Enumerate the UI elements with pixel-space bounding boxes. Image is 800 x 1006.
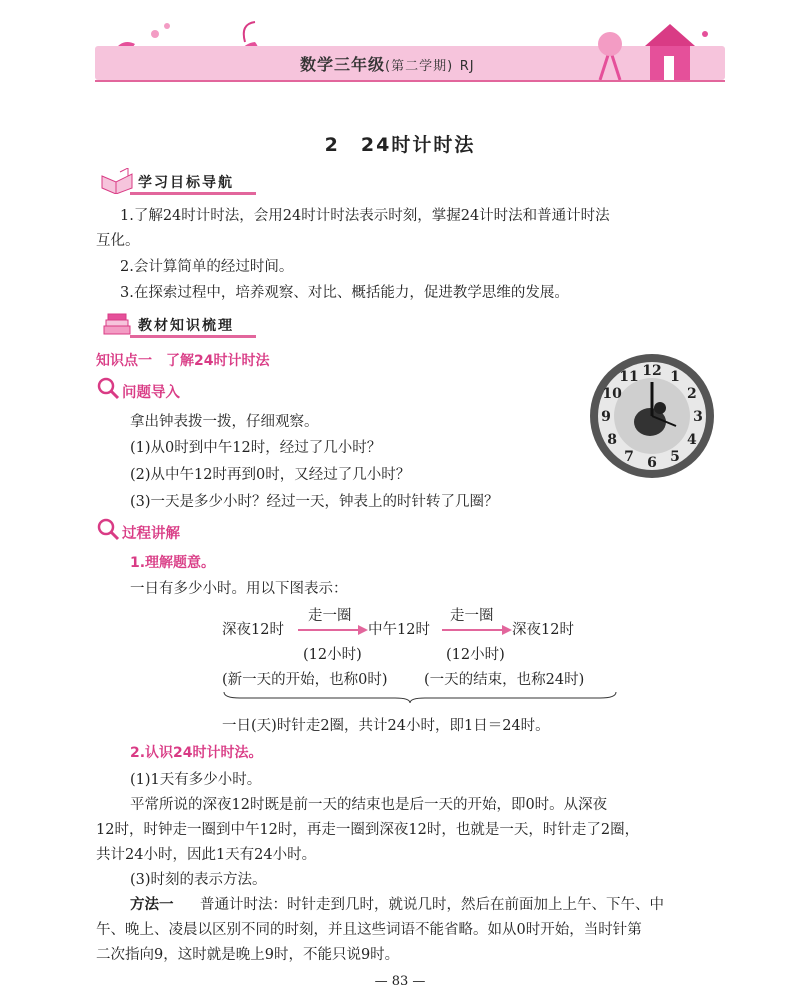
objectives-heading-bar [130, 192, 256, 195]
clock-illustration [588, 352, 716, 480]
books-icon [100, 312, 134, 338]
objective-3: 3.在探索过程中，培养观察、对比、概括能力，促进教学思维的发展。 [120, 285, 569, 301]
arrow-2-head [502, 625, 512, 635]
diagram-brace [220, 690, 620, 704]
objective-2: 2.会计算简单的经过时间。 [120, 259, 294, 275]
intro-line-3: (2)从中午12时再到0时，又经过了几小时？ [130, 467, 411, 483]
magnifier-icon [96, 517, 120, 541]
duration-2: (12小时) [446, 647, 505, 663]
arrow-1-head [358, 625, 368, 635]
brace-label-1: (新一天的开始，也称0时) [222, 672, 388, 688]
intro-line-1: 拿出钟表拨一拨，仔细观察。 [130, 414, 319, 430]
arrow-label-2: 走一圈 [450, 608, 494, 624]
method-line-3: 二次指向9，这时就是晚上9时，不能只说9时。 [96, 947, 400, 963]
clock-numeral: 9 [601, 409, 611, 425]
brace-label-2: (一天的结束，也称24时) [424, 672, 585, 688]
objectives-heading: 学习目标导航 [138, 175, 234, 191]
arrow-label-1: 走一圈 [308, 608, 352, 624]
clock-numeral: 7 [624, 448, 634, 465]
step-1-text: 一日有多少小时。用以下图表示： [130, 581, 348, 597]
sub-2: (3)时刻的表示方法。 [130, 872, 267, 888]
intro-heading: 问题导入 [122, 385, 180, 401]
knowledge-heading-bar [130, 335, 256, 338]
method-label: 方法一 [130, 896, 174, 913]
clock-numeral: 2 [686, 386, 697, 402]
sub-1: (1)1天有多少小时。 [130, 772, 262, 788]
diagram-node-a: 深夜12时 [222, 622, 284, 638]
knowledge-point-title: 知识点一 了解24时计时法 [96, 353, 270, 369]
header-title: 数学三年级(第二学期) RJ [300, 55, 475, 74]
intro-line-4: (3)一天是多少小时？经过一天，钟表上的时针转了几圈？ [130, 494, 499, 510]
clock-numeral: 8 [607, 432, 618, 448]
clock-numeral: 11 [619, 369, 639, 386]
diagram-summary: 一日(天)时针走2圈，共计24小时，即1日＝24时。 [222, 718, 550, 734]
header-rule [95, 80, 725, 82]
duration-1: (12小时) [303, 647, 362, 663]
diagram-node-c: 深夜12时 [512, 622, 574, 638]
para-1-line-3: 共计24小时，因此1天有24小时。 [96, 847, 317, 863]
objective-1: 1.了解24时计时法，会用24时计时法表示时刻，掌握24计时法和普通计时法 [120, 208, 610, 224]
clock-numeral: 10 [602, 386, 622, 402]
clock-numeral: 4 [686, 432, 697, 448]
arrow-1 [298, 629, 360, 631]
method-line-2: 午、晚上、凌晨以区别不同的时刻，并且这些词语不能省略。如从0时开始，当时针第 [96, 922, 642, 938]
clock-numeral: 3 [693, 409, 703, 425]
para-1-line-1: 平常所说的深夜12时既是前一天的结束也是后一天的开始，即0时。从深夜 [130, 797, 608, 813]
objective-1-cont: 互化。 [96, 233, 140, 249]
lesson-title: 2 24时计时法 [324, 134, 476, 156]
para-1-line-2: 12时，时钟走一圈到中午12时，再走一圈到深夜12时，也就是一天，时针走了2圈， [96, 822, 640, 838]
magnifier-icon [96, 376, 120, 400]
clock-numeral: 12 [642, 363, 662, 379]
method-line-1: 普通计时法：时针走到几时，就说几时，然后在前面加上上午、下午、中 [200, 897, 664, 913]
clock-numeral: 5 [670, 448, 680, 465]
step-1-title: 1.理解题意。 [130, 555, 216, 571]
clock-numeral: 6 [647, 455, 657, 471]
book-icon [100, 168, 134, 194]
step-2-title: 2.认识24时计时法。 [130, 745, 263, 761]
process-heading: 过程讲解 [122, 526, 180, 542]
arrow-2 [442, 629, 504, 631]
page-number: — 83 — [374, 974, 426, 989]
intro-line-2: (1)从0时到中午12时，经过了几小时？ [130, 440, 382, 456]
clock-numeral: 1 [670, 369, 680, 386]
header-decoration-right [590, 14, 725, 82]
diagram-node-b: 中午12时 [368, 622, 430, 638]
knowledge-heading: 教材知识梳理 [138, 318, 234, 334]
